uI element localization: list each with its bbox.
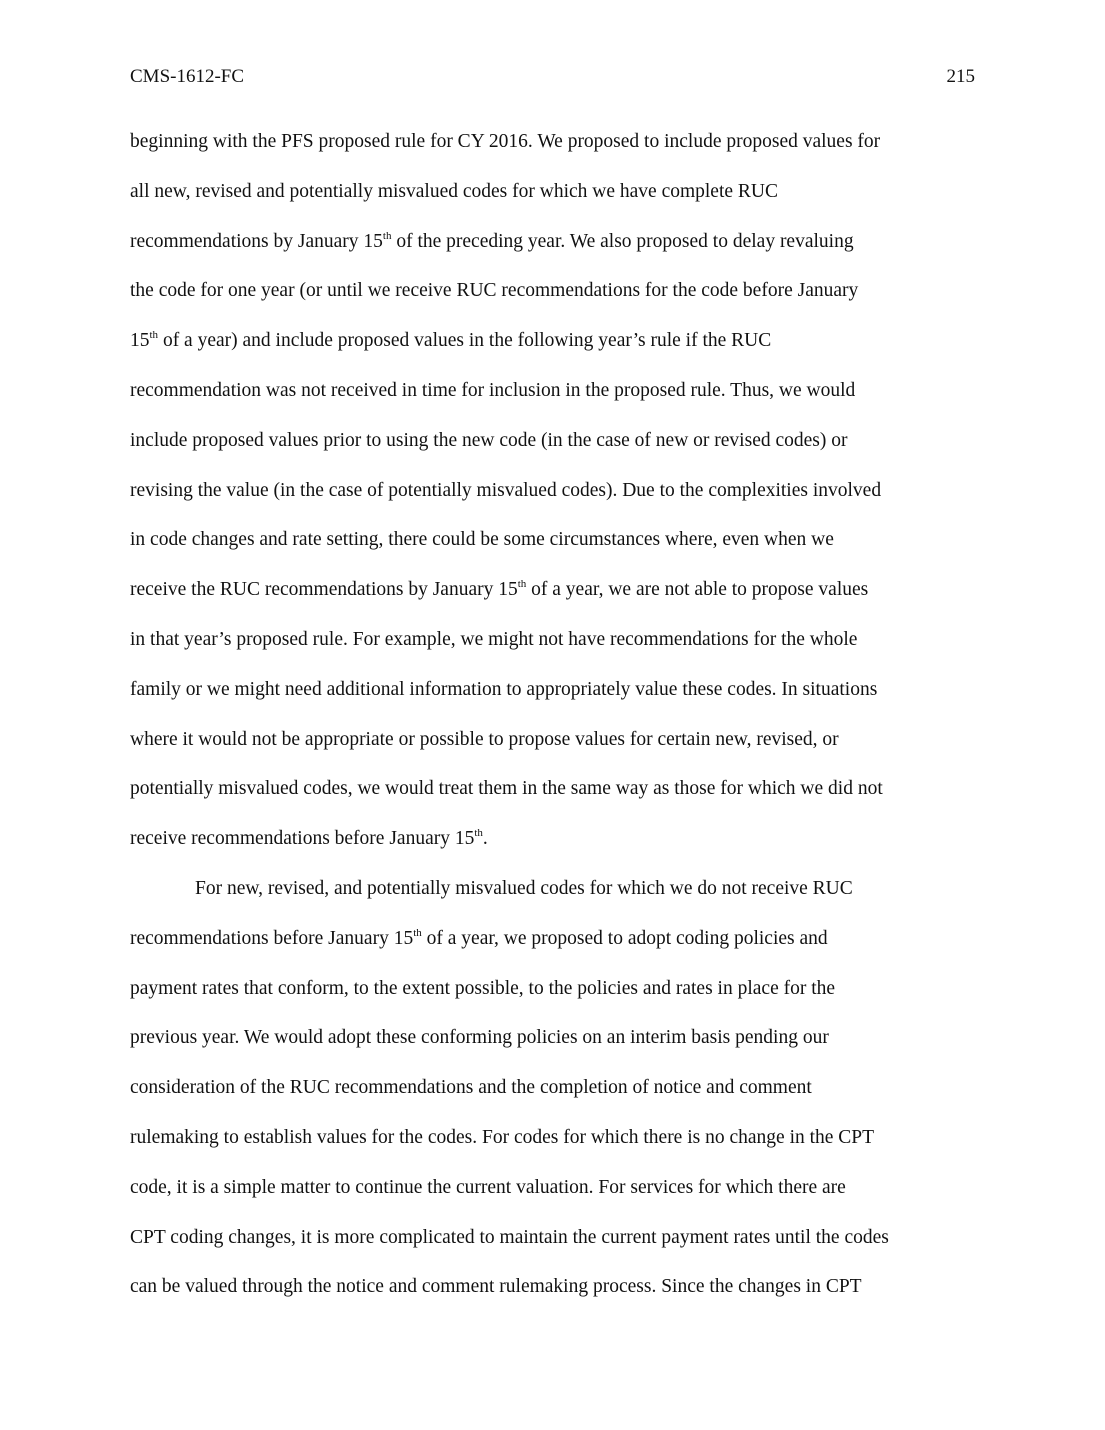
- line-text: of the preceding year. We also proposed to delay revaluing: [391, 230, 854, 252]
- body-text: [130, 127, 980, 1322]
- line-text: payment rates that conform, to the extent possible, to the policies and rates in place for the: [130, 977, 836, 999]
- line-text: previous year. We would adopt these conforming policies on an interim basis pending our: [130, 1027, 829, 1049]
- text-line: [130, 924, 980, 974]
- text-line: [130, 127, 980, 177]
- text-line: [130, 1173, 980, 1223]
- line-text: where it would not be appropriate or possible to propose values for certain new, revised, or: [130, 728, 839, 750]
- page-number: 215: [946, 66, 975, 87]
- text-line: [130, 476, 980, 526]
- text-line: [130, 525, 980, 575]
- text-line: [130, 426, 980, 476]
- text-line: [130, 1223, 980, 1273]
- text-line: [130, 974, 980, 1024]
- text-line: [130, 774, 980, 824]
- line-text: receive the RUC recommendations by January 15: [130, 579, 518, 601]
- line-text: 15: [130, 330, 150, 352]
- line-text: all new, revised and potentially misvalued codes for which we have complete RUC: [130, 180, 779, 202]
- text-line: [130, 227, 980, 277]
- line-text: the code for one year (or until we receive RUC recommendations for the code before January: [130, 280, 859, 302]
- text-line: [130, 1123, 980, 1173]
- line-text: in code changes and rate setting, there could be some circumstances where, even when we: [130, 529, 834, 551]
- text-line: [130, 1073, 980, 1123]
- text-line: [130, 874, 980, 924]
- text-line: [130, 725, 980, 775]
- text-line: [130, 276, 980, 326]
- line-text: revising the value (in the case of potentially misvalued codes). Due to the complexities involved: [130, 479, 882, 501]
- text-line: [130, 376, 980, 426]
- text-line: [130, 575, 980, 625]
- line-text: include proposed values prior to using the new code (in the case of new or revised codes) or: [130, 429, 848, 451]
- line-text: code, it is a simple matter to continue the current valuation. For services for which there are: [130, 1176, 846, 1198]
- line-text: For new, revised, and potentially misvalued codes for which we do not receive RUC: [195, 877, 853, 899]
- line-text: of a year, we proposed to adopt coding policies and: [421, 927, 828, 949]
- ordinal-superscript: th: [382, 229, 392, 242]
- line-text: of a year, we are not able to propose values: [526, 579, 869, 601]
- ordinal-superscript: th: [149, 329, 159, 342]
- line-text: beginning with the PFS proposed rule for CY 2016. We proposed to include proposed values for: [130, 131, 881, 152]
- text-line: [130, 326, 980, 376]
- line-text: can be valued through the notice and comment rulemaking process. Since the changes in CPT: [130, 1276, 862, 1298]
- line-text: of a year) and include proposed values in the following year’s rule if the RUC: [158, 330, 772, 352]
- ordinal-superscript: th: [474, 827, 483, 840]
- line-text: rulemaking to establish values for the codes. For codes for which there is no change in the CPT: [130, 1126, 875, 1148]
- line-text: recommendation was not received in time for inclusion in the proposed rule. Thus, we would: [130, 379, 856, 401]
- line-text: family or we might need additional information to appropriately value these codes. In situations: [130, 678, 878, 700]
- ordinal-superscript: th: [413, 926, 422, 939]
- text-line: [130, 177, 980, 227]
- line-text: recommendations by January 15: [130, 230, 383, 252]
- line-text: consideration of the RUC recommendations and the completion of notice and comment: [130, 1077, 812, 1099]
- text-line: [130, 625, 980, 675]
- line-text: CPT coding changes, it is more complicated to maintain the current payment rates until the codes: [130, 1226, 889, 1248]
- text-line: [130, 1023, 980, 1073]
- line-text: recommendations before January 15: [130, 927, 414, 949]
- line-text: potentially misvalued codes, we would treat them in the same way as those for which we did not: [130, 778, 883, 800]
- line-text: in that year’s proposed rule. For example, we might not have recommendations for the whole: [130, 628, 858, 650]
- text-line: [130, 1272, 980, 1322]
- line-text: .: [482, 828, 488, 850]
- text-line: [130, 675, 980, 725]
- document-id: CMS-1612-FC: [130, 66, 245, 87]
- page-header: [130, 66, 975, 94]
- line-text: receive recommendations before January 15: [130, 828, 475, 850]
- ordinal-superscript: th: [517, 578, 527, 591]
- text-line: [130, 824, 980, 874]
